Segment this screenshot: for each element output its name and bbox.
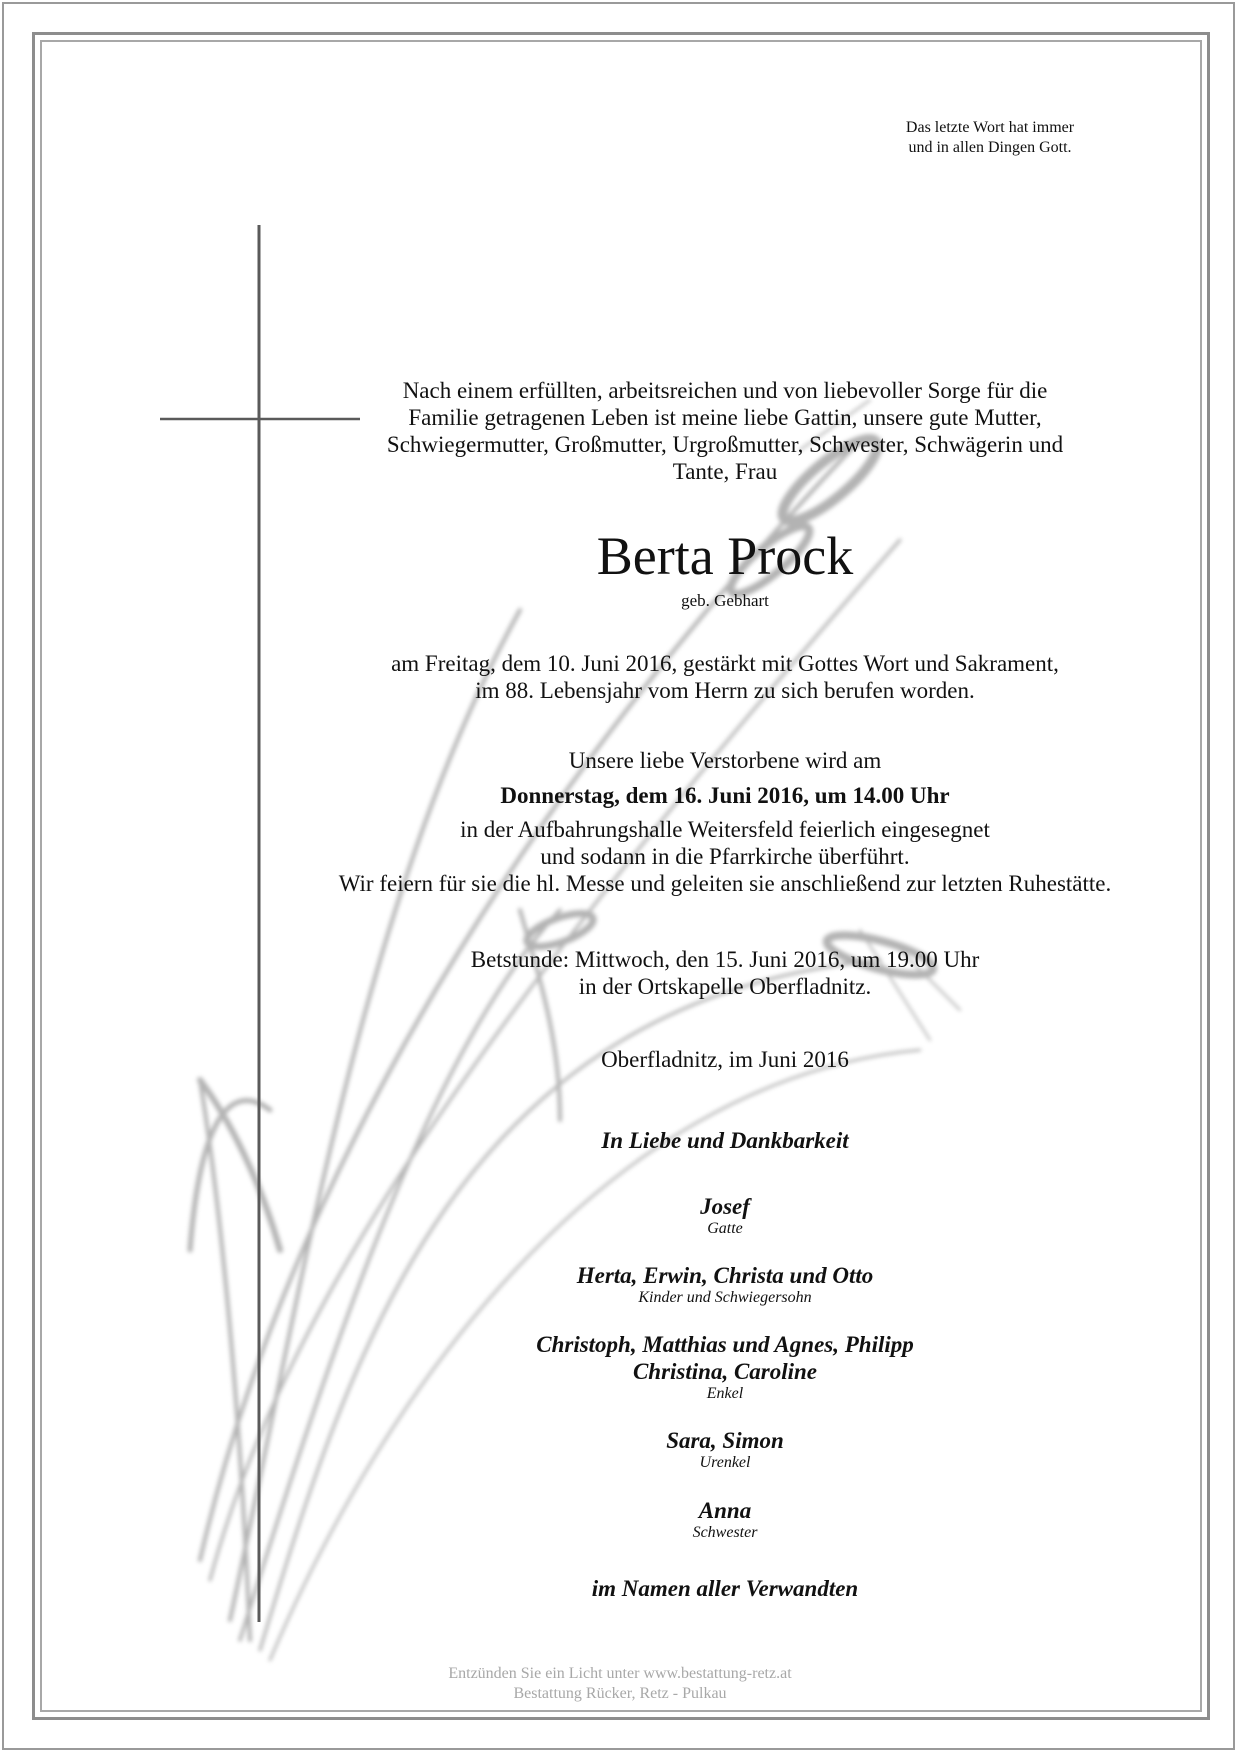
funeral-details (250, 816, 1200, 897)
prayer-line: in der Ortskapelle Oberfladnitz. (578, 974, 872, 999)
funeral-line: und sodann in die Pfarrkirche überführt. (540, 844, 910, 869)
maiden-name: geb. Gebhart (681, 591, 769, 610)
funeral-line: Wir feiern für sie die hl. Messe und geleiten sie anschließend zur letzten Ruhestätte. (338, 871, 1112, 896)
mourner-name: Anna (698, 1498, 752, 1523)
mourner-relation: Enkel (706, 1385, 744, 1402)
funeral-intro: Unsere liebe Verstorbene wird am (568, 748, 882, 773)
death-line: im 88. Lebensjahr vom Herrn zu sich berufen worden. (475, 678, 975, 703)
footer (300, 1664, 940, 1704)
footer-company: Bestattung Rücker, Retz - Pulkau (513, 1685, 727, 1702)
mourner-name: Sara, Simon (666, 1428, 784, 1453)
closing-line: im Namen aller Verwandten (591, 1576, 859, 1601)
thanks-heading: In Liebe und Dankbarkeit (601, 1128, 849, 1153)
mourner-relation: Schwester (692, 1524, 758, 1541)
death-line: am Freitag, dem 10. Juni 2016, gestärkt mit Gottes Wort und Sakrament, (391, 651, 1059, 676)
mourner-relation: Kinder und Schwiegersohn (638, 1289, 812, 1306)
death-notice (250, 650, 1200, 704)
deceased-name: Berta Prock (596, 526, 854, 586)
mourner-name: Christina, Caroline (632, 1359, 818, 1384)
mourner-entry (250, 1331, 1200, 1403)
intro-text (330, 377, 1120, 485)
mourner-relation: Gatte (707, 1220, 743, 1237)
mourner-entry (250, 1262, 1200, 1307)
funeral-line: in der Aufbahrungshalle Weitersfeld feierlich eingesegnet (460, 817, 990, 842)
mourner-name: Josef (700, 1194, 750, 1219)
prayer-line: Betstunde: Mittwoch, den 15. Juni 2016, um 19.00 Uhr (470, 947, 980, 972)
motto-line: Das letzte Wort hat immer (905, 119, 1075, 136)
funeral-date: Donnerstag, dem 16. Juni 2016, um 14.00 Uhr (500, 783, 950, 808)
intro-line: Familie getragenen Leben ist meine liebe Gattin, unsere gute Mutter, (408, 405, 1042, 430)
mourner-name: Herta, Erwin, Christa und Otto (576, 1263, 874, 1288)
intro-line: Tante, Frau (672, 459, 778, 484)
mourner-entry (250, 1427, 1200, 1472)
intro-line: Nach einem erfüllten, arbeitsreichen und von liebevoller Sorge für die (402, 378, 1048, 403)
motto (860, 118, 1120, 158)
prayer-hour (250, 946, 1200, 1000)
intro-line: Schwiegermutter, Großmutter, Urgroßmutter, Schwester, Schwägerin und (386, 432, 1064, 457)
mourner-relation: Urenkel (699, 1454, 751, 1471)
mourner-entry (250, 1193, 1200, 1238)
mourner-name: Christoph, Matthias und Agnes, Philipp (536, 1332, 914, 1357)
mourner-entry (250, 1497, 1200, 1542)
motto-line: und in allen Dingen Gott. (908, 139, 1072, 156)
place-date: Oberfladnitz, im Juni 2016 (601, 1047, 849, 1072)
footer-candle-link: Entzünden Sie ein Licht unter www.bestattung-retz.at (448, 1665, 792, 1682)
